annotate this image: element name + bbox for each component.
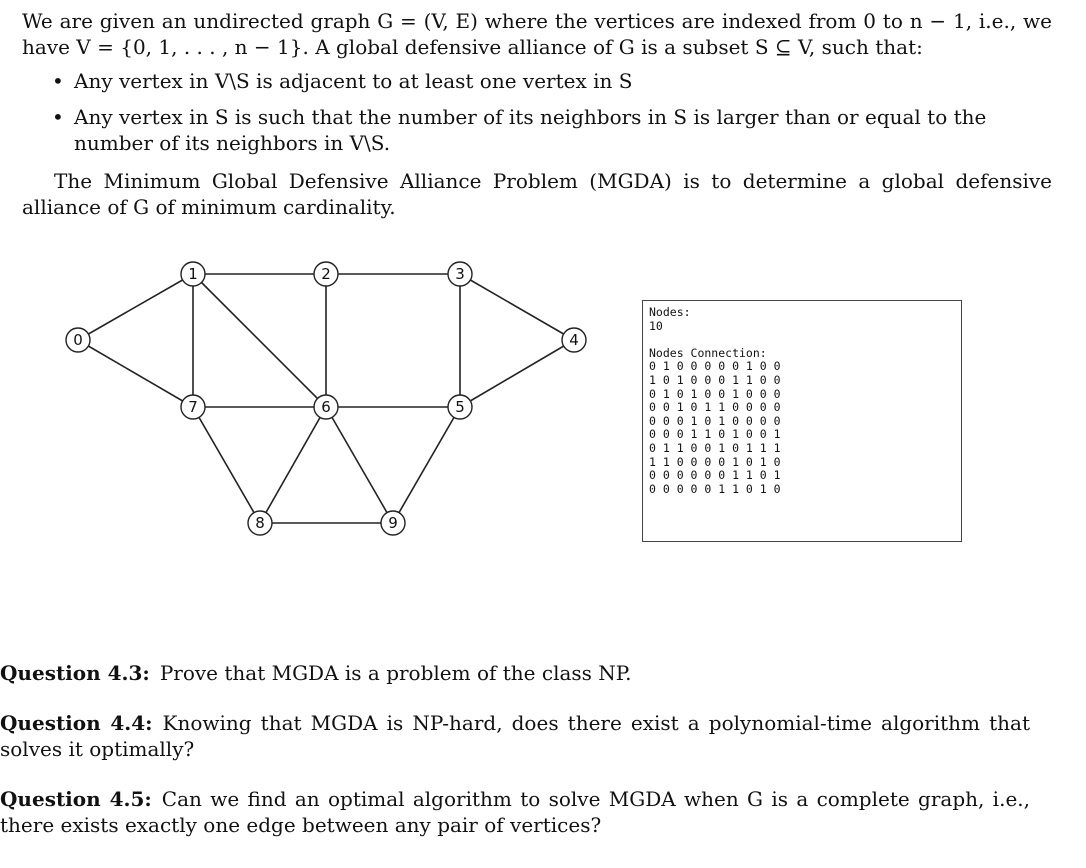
graph-edge [326, 407, 393, 523]
question-text: Knowing that MGDA is NP-hard, does there exist a polynomial-time algorithm that solves it optimally? [0, 711, 1030, 761]
bullet-icon: • [52, 105, 64, 129]
graph-edge [78, 340, 193, 407]
graph-diagram [60, 253, 620, 543]
graph-node-label: 9 [388, 514, 398, 532]
connection-label: Nodes Connection: [649, 345, 767, 360]
graph-edge [193, 407, 260, 523]
graph-node [248, 511, 272, 535]
graph-node [181, 262, 205, 286]
question-4-5 [0, 786, 1030, 838]
graph-node [562, 328, 586, 352]
graph-node-label: 6 [321, 398, 331, 416]
figure [0, 253, 1030, 553]
bullet-icon: • [52, 69, 64, 93]
graph-edge [393, 407, 460, 523]
condition-text: Any vertex in S is such that the number of its neighbors in S is larger than or equal to the number of its neighbors in V\S. [74, 105, 987, 155]
graph-node-label: 7 [188, 398, 198, 416]
matrix-row: 0 0 0 1 1 0 1 0 0 1 [649, 427, 781, 442]
question-text: Can we find an optimal algorithm to solve MGDA when G is a complete graph, i.e., there exists exactly one edge between any pair of vertices? [0, 787, 1030, 837]
graph-node-label: 2 [321, 265, 331, 283]
graph-node [448, 262, 472, 286]
page [22, 8, 1052, 220]
nodes-value: 10 [649, 318, 663, 333]
matrix-row: 0 0 0 1 0 1 0 0 0 0 [649, 413, 781, 428]
mgda-definition: The Minimum Global Defensive Alliance Problem (MGDA) is to determine a global defensive alliance of G of minimum cardinality. [22, 169, 1052, 219]
graph-edge [193, 274, 326, 407]
graph-node-label: 3 [455, 265, 465, 283]
graph-node [314, 395, 338, 419]
graph-node-label: 8 [255, 514, 265, 532]
conditions-list [22, 68, 1052, 156]
questions [0, 660, 1030, 862]
matrix-row: 1 0 1 0 0 0 1 1 0 0 [649, 372, 781, 387]
adjacency-panel [642, 300, 962, 542]
condition-item [22, 104, 1052, 156]
matrix-row: 0 1 1 0 0 1 0 1 1 1 [649, 440, 781, 455]
graph-node [314, 262, 338, 286]
question-label: Question 4.5: [0, 787, 152, 811]
question-4-3 [0, 660, 1030, 686]
matrix-row: 0 0 1 0 1 1 0 0 0 0 [649, 400, 781, 415]
intro-paragraph: We are given an undirected graph G = (V, E) where the vertices are indexed from 0 to n − 1, i.e., we have V = {0, 1, . . . , n − 1}. A global defensive alliance of G is a subset S ⊆ V, such that: [22, 9, 1052, 59]
question-label: Question 4.4: [0, 711, 153, 735]
graph-node-label: 0 [73, 331, 83, 349]
question-label: Question 4.3: [0, 661, 150, 685]
question-4-4 [0, 710, 1030, 762]
matrix-row: 0 0 0 0 0 1 1 0 1 0 [649, 481, 781, 496]
matrix-row: 0 1 0 0 0 0 0 1 0 0 [649, 359, 781, 374]
graph-node-label: 1 [188, 265, 198, 283]
graph-node-label: 5 [455, 398, 465, 416]
question-text: Prove that MGDA is a problem of the class NP. [159, 661, 632, 685]
graph-edge [260, 407, 326, 523]
graph-node [181, 395, 205, 419]
graph-edge [460, 340, 574, 407]
graph-node [381, 511, 405, 535]
graph-node [448, 395, 472, 419]
graph-edge [460, 274, 574, 340]
condition-text: Any vertex in V\S is adjacent to at least one vertex in S [74, 69, 633, 93]
graph-node-label: 4 [569, 331, 579, 349]
graph-node [66, 328, 90, 352]
graph-edge [78, 274, 193, 340]
matrix-row: 1 1 0 0 0 0 1 0 1 0 [649, 454, 781, 469]
matrix-row: 0 0 0 0 0 0 1 1 0 1 [649, 468, 781, 483]
condition-item [22, 68, 1052, 94]
nodes-label: Nodes: [649, 305, 691, 319]
matrix-row: 0 1 0 1 0 0 1 0 0 0 [649, 386, 781, 401]
